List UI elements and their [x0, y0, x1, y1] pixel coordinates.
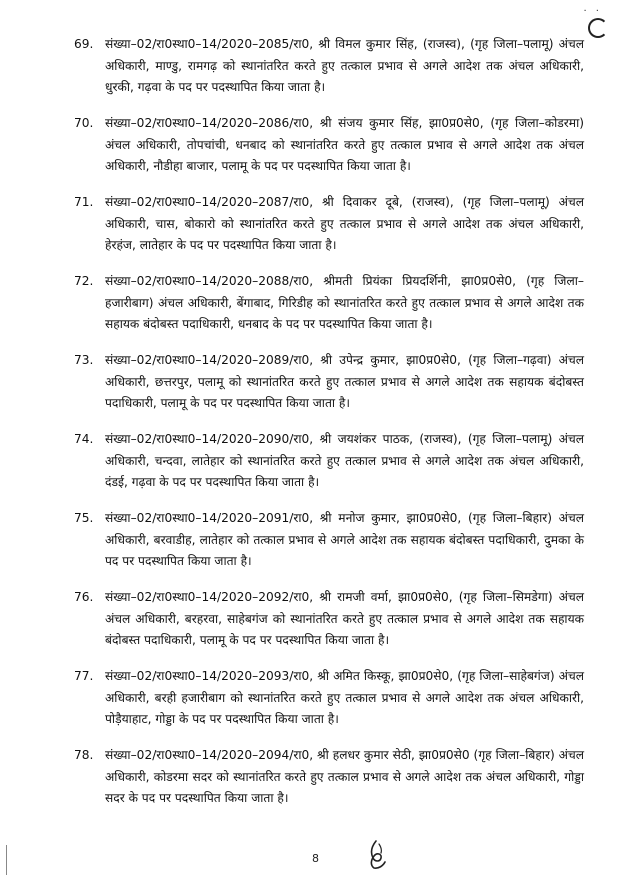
scan-edge-line	[6, 845, 7, 875]
order-number: 72.	[74, 274, 94, 288]
order-item-69	[74, 34, 584, 99]
order-item-73	[74, 350, 584, 415]
signature-initials	[362, 838, 390, 870]
order-number: 78.	[74, 748, 94, 762]
order-text: संख्या–02/रा0स्था0–14/2020–2092/रा0, श्री रामजी वर्मा, झा0प्र0से0, (गृह जिला–सिमडेगा) अंचल अंचल अधिकारी, बरहरवा, साहेबगंज को स्थानांतरित करते हुए तत्काल प्रभाव से अगले आदेश तक सहायक बंदोबस्त पदाधिकारी, पलामू के पद पर पदस्थापित किया जाता है।	[105, 590, 584, 647]
order-text: संख्या–02/रा0स्था0–14/2020–2094/रा0, श्री हलधर कुमार सेठी, झा0प्र0से0 (गृह जिला–बिहार) अंचल अधिकारी, कोडरमा सदर को स्थानांतरित करते हुए तत्काल प्रभाव से अगले आदेश तक अंचल अधिकारी, गोड्डा सदर के पद पर पदस्थापित किया जाता है।	[105, 748, 584, 805]
order-number: 69.	[74, 37, 94, 51]
corner-circle-mark	[588, 18, 608, 38]
order-item-75	[74, 508, 584, 573]
order-text: संख्या–02/रा0स्था0–14/2020–2090/रा0, श्री जयशंकर पाठक, (राजस्व), (गृह जिला–पलामू) अंचल अधिकारी, चन्दवा, लातेहार को स्थानांतरित करते हुए तत्काल प्रभाव से अगले आदेश तक अंचल अधिकारी, दंडई, गढ़वा के पद पर पदस्थापित किया जाता है।	[105, 432, 584, 489]
order-text: संख्या–02/रा0स्था0–14/2020–2089/रा0, श्री उपेन्द्र कुमार, झा0प्र0से0, (गृह जिला–गढ़वा) अंचल अधिकारी, छत्तरपुर, पलामू को स्थानांतरित करते हुए तत्काल प्रभाव से अगले आदेश तक सहायक बंदोबस्त पदाधिकारी, पलामू के पद पर पदस्थापित किया जाता है।	[105, 353, 584, 410]
order-number: 77.	[74, 669, 94, 683]
order-item-76	[74, 587, 584, 652]
order-text: संख्या–02/रा0स्था0–14/2020–2087/रा0, श्री दिवाकर दूबे, (राजस्व), (गृह जिला–पलामू) अंचल अधिकारी, चास, बोकारो को स्थानांतरित करते हुए तत्काल प्रभाव से अगले आदेश तक अंचल अधिकारी, हेरहंज, लातेहार के पद पर पदस्थापित किया जाता है।	[105, 195, 584, 252]
order-text: संख्या–02/रा0स्था0–14/2020–2086/रा0, श्री संजय कुमार सिंह, झा0प्र0से0, (गृह जिला–कोडरमा) अंचल अधिकारी, तोपचांची, धनबाद को स्थानांतरित करते हुए तत्काल प्रभाव से अगले आदेश तक अंचल अधिकारी, नौडीहा बाजार, पलामू के पद पर पदस्थापित किया जाता है।	[105, 116, 584, 173]
order-number: 76.	[74, 590, 94, 604]
order-text: संख्या–02/रा0स्था0–14/2020–2093/रा0, श्री अमित किस्कू, झा0प्र0से0, (गृह जिला–साहेबगंज) अंचल अधिकारी, बरही हजारीबाग को स्थानांतरित करते हुए तत्काल प्रभाव से अगले आदेश तक अंचल अधिकारी, पोड़ैयाहाट, गोड्डा के पद पर पदस्थापित किया जाता है।	[105, 669, 584, 726]
order-text: संख्या–02/रा0स्था0–14/2020–2088/रा0, श्रीमती प्रियंका प्रियदर्शिनी, झा0प्र0से0, (गृह जिला–हजारीबाग) अंचल अधिकारी, बेंगाबाद, गिरिडीह को स्थानांतरित करते हुए तत्काल प्रभाव से अगले आदेश तक सहायक बंदोबस्त पदाधिकारी, धनबाद के पद पर पदस्थापित किया जाता है।	[105, 274, 584, 331]
page-number: 8	[312, 852, 319, 865]
order-text: संख्या–02/रा0स्था0–14/2020–2085/रा0, श्री विमल कुमार सिंह, (राजस्व), (गृह जिला–पलामू) अंचल अधिकारी, माण्डु, रामगढ़ को स्थानांतरित करते हुए तत्काल प्रभाव से अगले आदेश तक अंचल अधिकारी, धुरकी, गढ़वा के पद पर पदस्थापित किया जाता है।	[105, 37, 584, 94]
order-number: 74.	[74, 432, 94, 446]
order-item-71	[74, 192, 584, 257]
order-item-72	[74, 271, 584, 336]
transfer-order-list	[74, 34, 584, 824]
order-number: 71.	[74, 195, 94, 209]
order-item-70	[74, 113, 584, 178]
order-number: 73.	[74, 353, 94, 367]
order-number: 70.	[74, 116, 94, 130]
order-item-78	[74, 745, 584, 810]
order-item-74	[74, 429, 584, 494]
order-item-77	[74, 666, 584, 731]
corner-dots-mark: · ·	[583, 6, 602, 17]
order-number: 75.	[74, 511, 94, 525]
order-text: संख्या–02/रा0स्था0–14/2020–2091/रा0, श्री मनोज कुमार, झा0प्र0से0, (गृह जिला–बिहार) अंचल अधिकारी, बरवाडीह, लातेहार को तत्काल प्रभाव से अगले आदेश तक सहायक बंदोबस्त पदाधिकारी, दुमका के पद पर पदस्थापित किया जाता है।	[105, 511, 584, 568]
